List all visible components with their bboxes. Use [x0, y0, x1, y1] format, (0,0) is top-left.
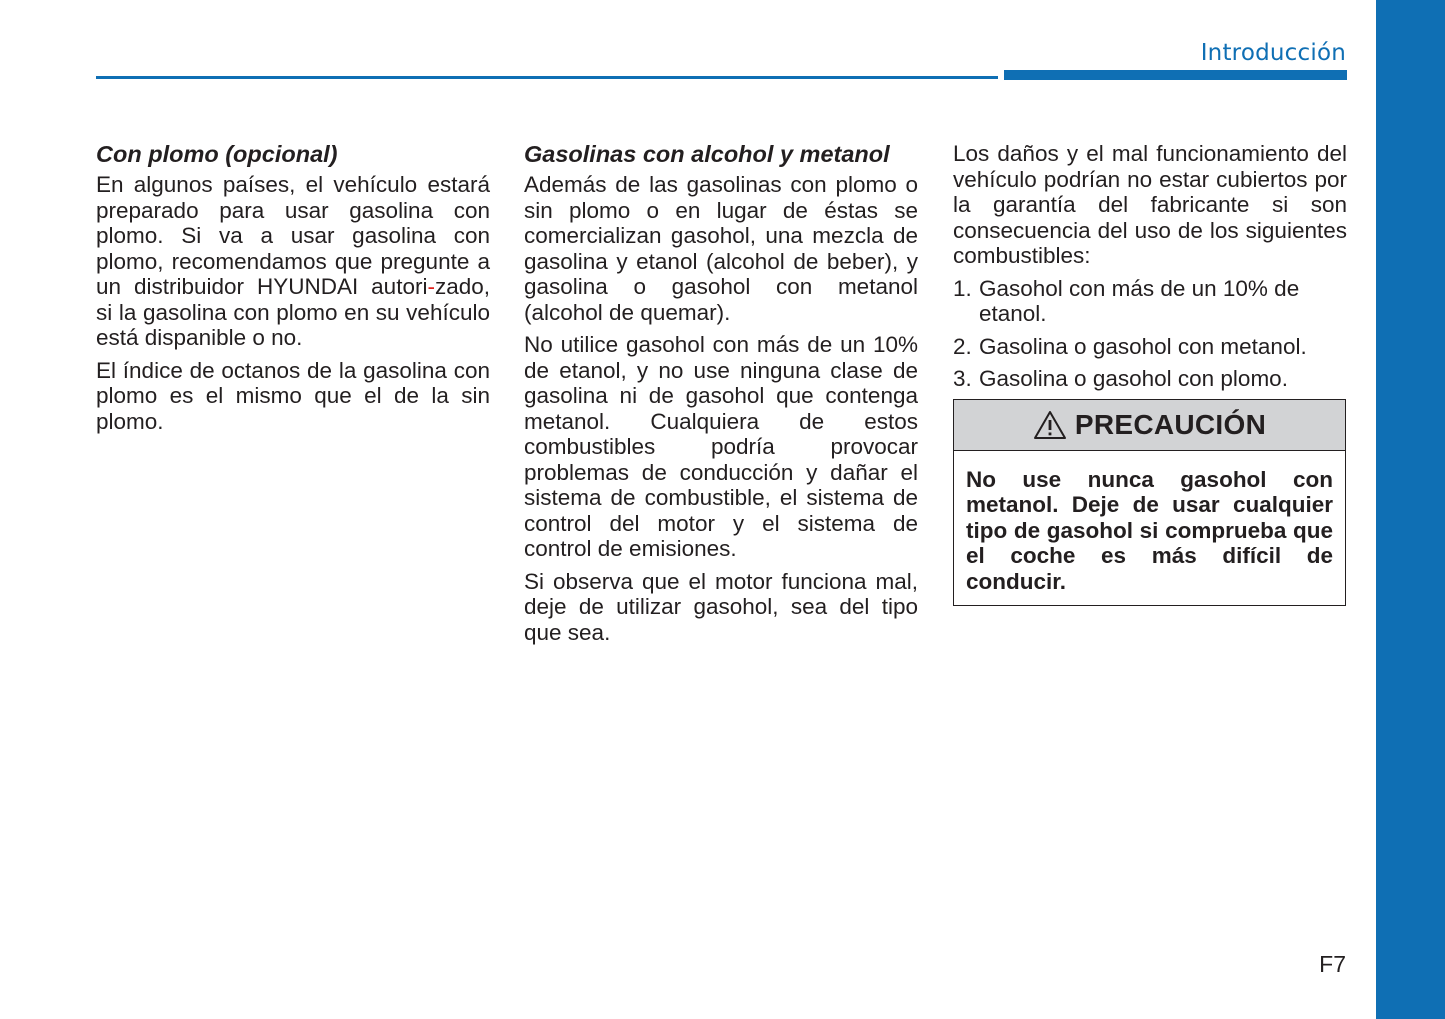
section-title: Introducción: [1200, 40, 1346, 66]
list-text: Gasolina o gasohol con metanol.: [979, 333, 1307, 359]
caution-title: PRECAUCIÓN: [1074, 408, 1267, 440]
paragraph: [96, 172, 490, 351]
paragraph-text: zado, si la gasolina con plomo en su vehículo está dispanible o no.: [96, 274, 490, 350]
header-rule-accent: [1004, 70, 1347, 80]
chapter-side-tab: [1376, 0, 1445, 1019]
page-number: F7: [1319, 951, 1346, 977]
fuel-list: [953, 276, 1347, 392]
paragraph: Si observa que el motor funciona mal, deje de utilizar gasohol, sea del tipo que sea.: [524, 568, 918, 645]
paragraph: El índice de octanos de la gasolina con plomo es el mismo que el de la sin plomo.: [96, 357, 490, 434]
hyphen-mark: -: [427, 274, 435, 299]
warning-triangle-icon: [1033, 410, 1067, 440]
column-2: [524, 141, 918, 652]
column-3: [953, 141, 1347, 606]
header-rule: [96, 76, 998, 79]
heading-alcohol-fuels: Gasolinas con alcohol y metanol: [524, 141, 890, 167]
paragraph: Además de las gasolinas con plomo o sin plomo o en lugar de éstas se comercializan gasohol, una mezcla de gasolina y etanol (alcohol de beber), y gasolina o gasohol con metanol (alcohol de quemar).: [524, 172, 918, 325]
heading-leaded-fuel: Con plomo (opcional): [96, 141, 338, 167]
caution-header: [954, 400, 1345, 451]
list-item: [953, 366, 1347, 392]
list-item: [953, 276, 1347, 327]
paragraph: No utilice gasohol con más de un 10% de etanol, y no use ninguna clase de gasolina ni de gasohol que contenga metanol. Cualquiera de estos combustibles podría provocar problemas de conducción y dañar el sistema de combustible, el sistema de control del motor y el sistema de control de emisiones.: [524, 332, 918, 561]
caution-text: No use nunca gasohol con metanol. Deje de usar cualquier tipo de gasohol si comprueba que el coche es más difícil de conducir.: [966, 466, 1333, 594]
paragraph: Los daños y el mal funcionamiento del vehículo podrían no estar cubiertos por la garantía del fabricante si son consecuencia del uso de los siguientes combustibles:: [953, 141, 1347, 268]
list-text: Gasohol con más de un 10% de etanol.: [979, 275, 1300, 326]
list-number: 2.: [953, 333, 972, 359]
paragraph-text: En algunos países, el vehículo estará preparado para usar gasolina con plomo. Si va a usar gasolina con plomo, recomendamos que pregunte a un distribuidor HYUNDAI autori: [96, 172, 490, 299]
caution-box: [953, 399, 1346, 607]
list-number: 3.: [953, 366, 972, 391]
list-text: Gasolina o gasohol con plomo.: [979, 366, 1288, 391]
column-1: [96, 141, 490, 441]
list-item: [953, 334, 1347, 360]
list-number: 1.: [953, 275, 972, 301]
